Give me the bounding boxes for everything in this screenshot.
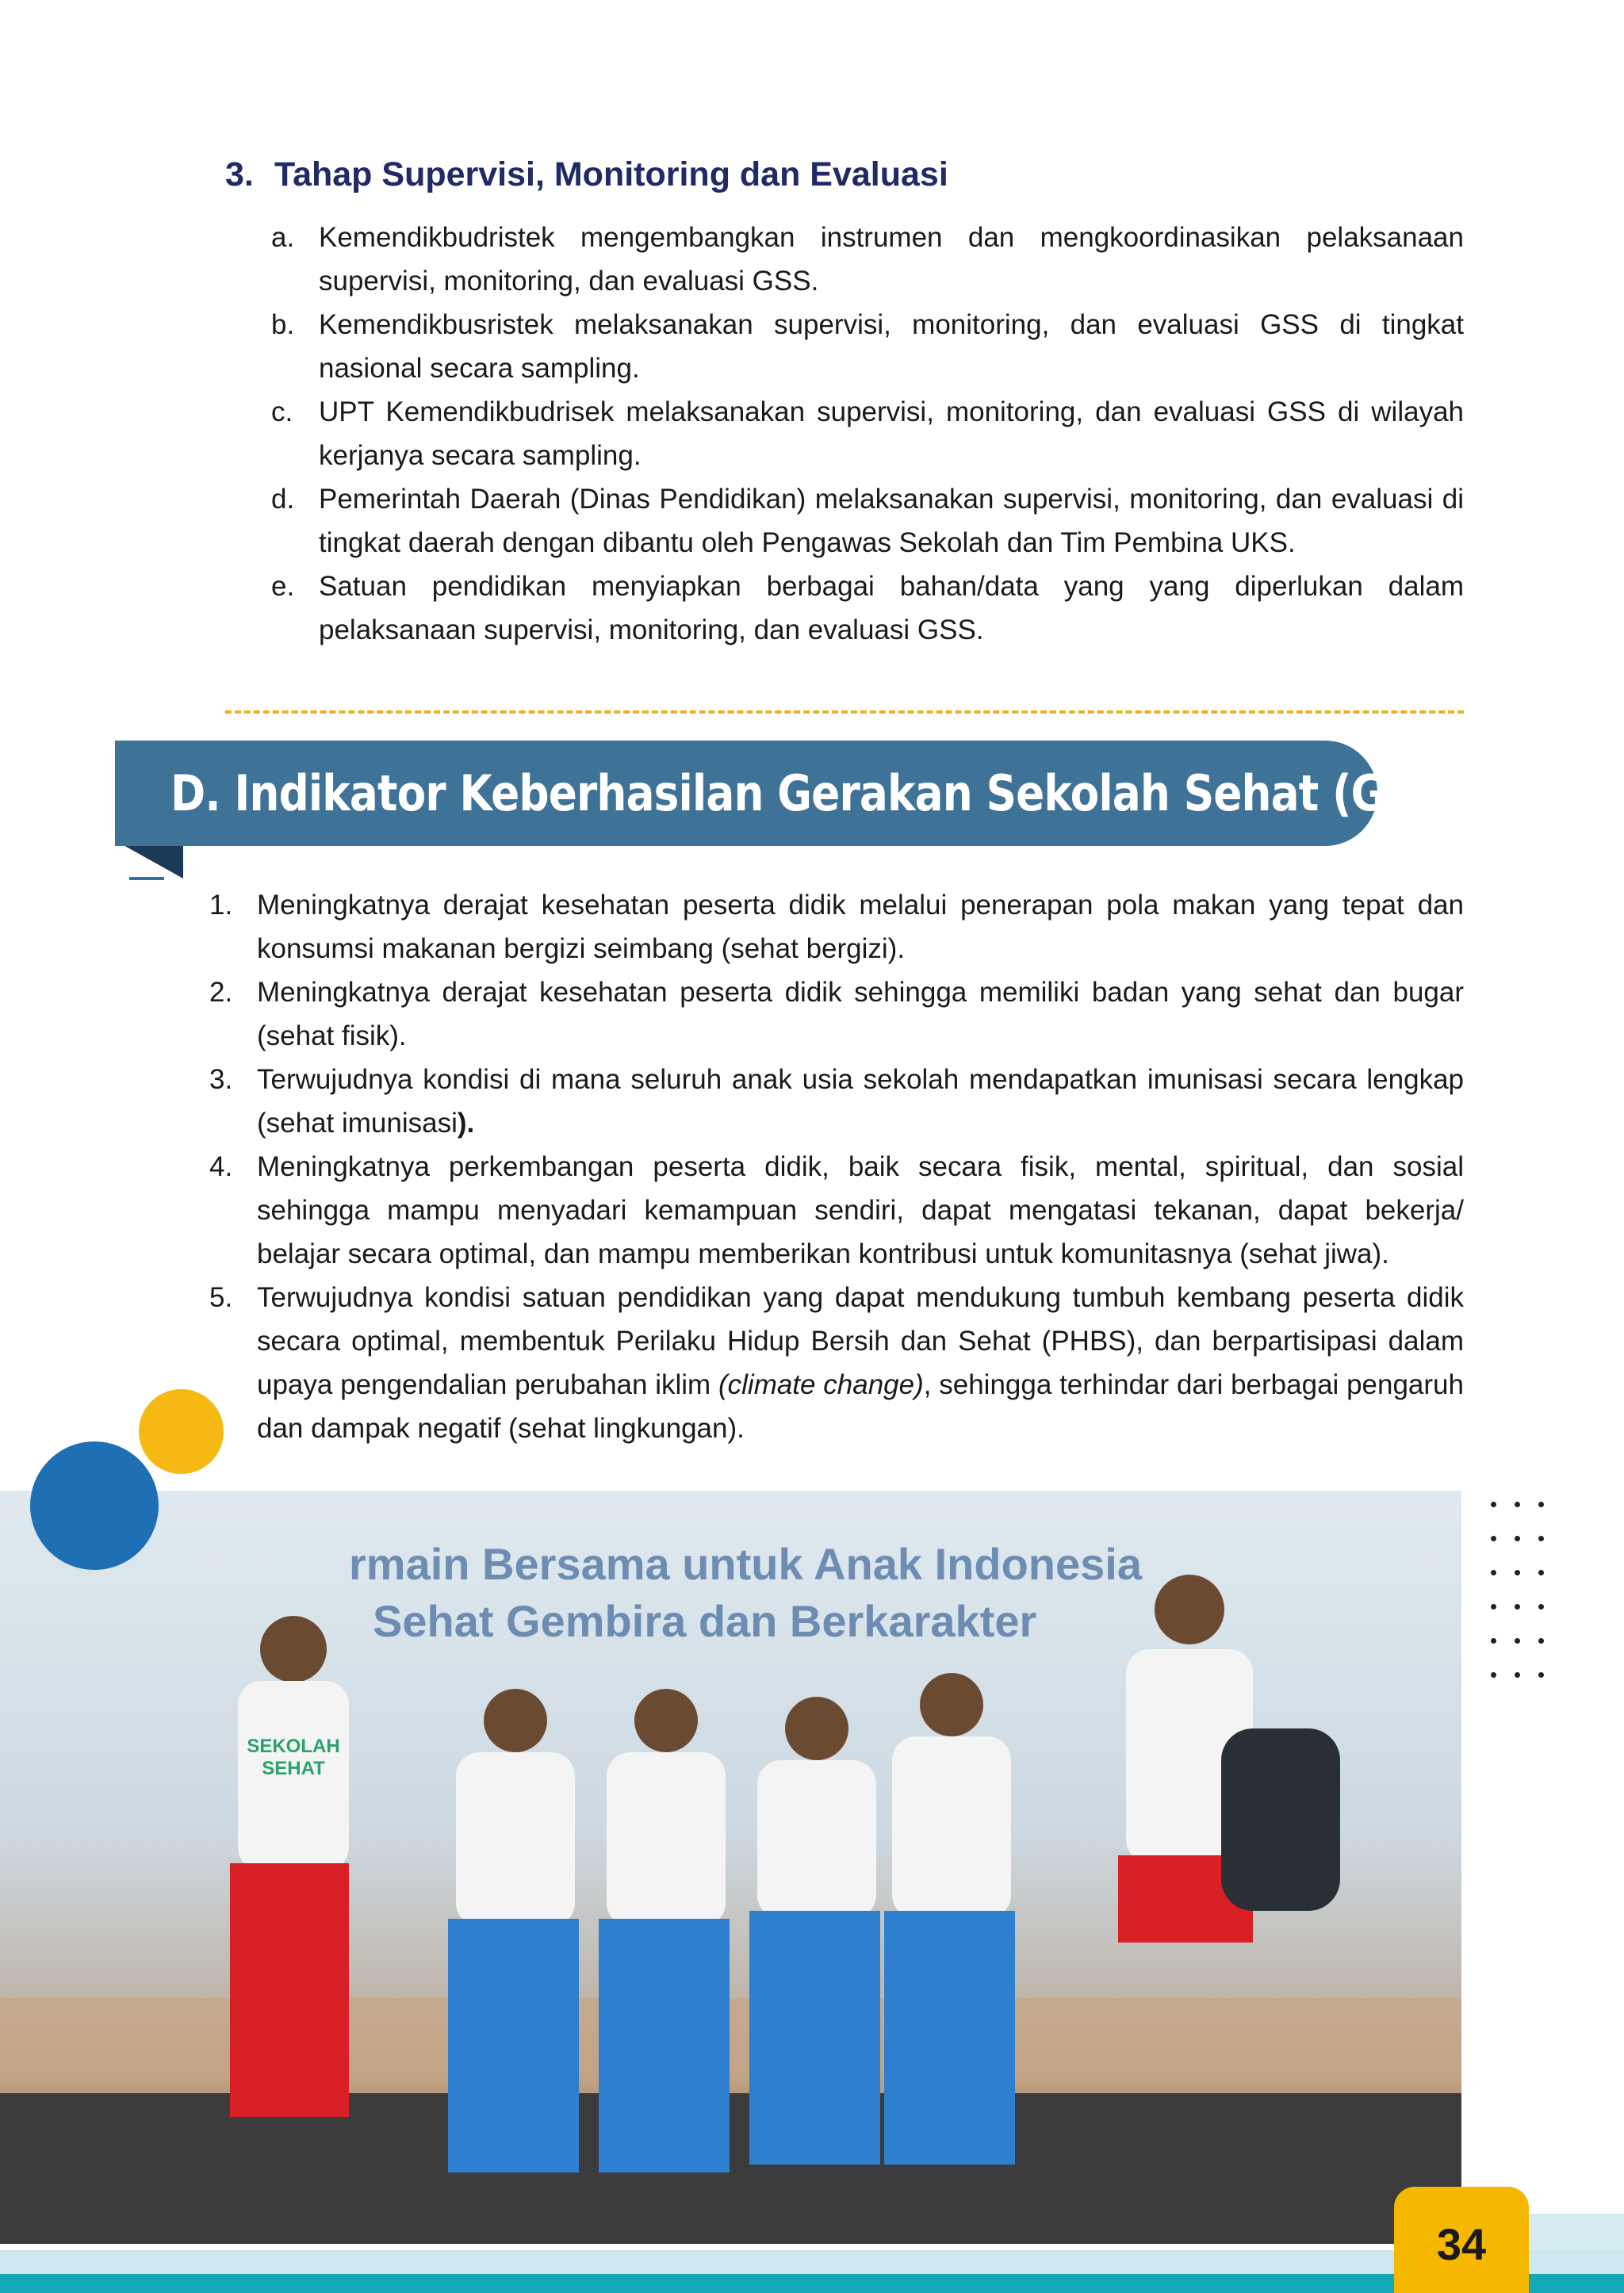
list-item-text-italic: (climate change) [718, 1369, 924, 1400]
list-item-text: Satuan pendidikan menyiapkan berbagai bahan/data yang yang diperlukan dalam pelaksanaan supervisi, monitoring, dan evaluasi GSS. [319, 571, 1464, 645]
list-item-text: Kemendikbudristek mengembangkan instrumen dan mengkoordinasikan pelaksanaan supervisi, monitoring, dan evaluasi GSS. [319, 222, 1464, 297]
section-d-title: D. Indikator Keberhasilan Gerakan Sekolah Sehat (GSS) [170, 764, 1461, 822]
list-item [271, 390, 1464, 477]
list-item [271, 303, 1464, 390]
list-marker: b. [271, 309, 295, 340]
list-marker: 4. [209, 1151, 233, 1182]
section-3-number: 3. [225, 155, 254, 193]
section-3-title: Tahap Supervisi, Monitoring dan Evaluasi [274, 155, 948, 193]
list-marker: 2. [209, 977, 233, 1008]
photo-banner-text-1: rmain Bersama untuk Anak Indonesia [349, 1539, 1142, 1589]
list-marker: a. [271, 222, 295, 253]
blue-circle-decoration [30, 1441, 159, 1570]
page-number-badge [1394, 2187, 1529, 2293]
list-item [271, 565, 1464, 652]
footer-band-teal [0, 2274, 1624, 2293]
list-item-text: Terwujudnya kondisi di mana seluruh anak usia sekolah mendapatkan imunisasi secara lengkap (sehat imunisasi [257, 1064, 1464, 1139]
list-marker: 1. [209, 890, 233, 921]
list-item [271, 216, 1464, 303]
list-item-text: Meningkatnya derajat kesehatan peserta didik melalui penerapan pola makan yang tepat dan konsumsi makanan bergizi seimbang (sehat bergizi). [257, 890, 1464, 964]
svg-text:SEHAT: SEHAT [262, 1758, 325, 1779]
list-item-text: UPT Kemendikbudrisek melaksanakan supervisi, monitoring, dan evaluasi GSS di wilayah kerjanya secara sampling. [319, 396, 1464, 471]
list-item-text: Meningkatnya perkembangan peserta didik, baik secara fisik, mental, spiritual, dan sosial sehingga mampu menyadari kemampuan sendiri, dapat mengatasi tekanan, dapat bekerja/ belajar secara optimal, dan mampu memberikan kontribusi untuk komunitasnya (sehat jiwa). [257, 1151, 1464, 1269]
list-item-text-bold: ). [457, 1108, 475, 1139]
footer-band-light [0, 2250, 1624, 2274]
list-marker: c. [271, 396, 293, 427]
dashed-divider [225, 710, 1464, 714]
dot-grid-decoration [1491, 1502, 1549, 1683]
list-item-text: Meningkatnya derajat kesehatan peserta didik sehingga memiliki badan yang sehat dan bugar (sehat fisik). [257, 977, 1464, 1051]
students-photo [0, 1491, 1461, 2244]
list-marker: 3. [209, 1064, 233, 1095]
list-item [209, 1276, 1464, 1450]
list-item-text: Kemendikbusristek melaksanakan supervisi, monitoring, dan evaluasi GSS di tingkat nasional secara sampling. [319, 309, 1464, 384]
list-item [209, 883, 1464, 970]
list-item [209, 1058, 1464, 1145]
list-item-text: Pemerintah Daerah (Dinas Pendidikan) melaksanakan supervisi, monitoring, dan evaluasi di tingkat daerah dengan dibantu oleh Pengawas Sekolah dan Tim Pembina UKS. [319, 484, 1464, 558]
list-marker: d. [271, 484, 295, 515]
section-d-banner [115, 741, 1461, 846]
list-marker: 5. [209, 1282, 233, 1313]
yellow-circle-decoration [139, 1389, 224, 1474]
section-d-list [209, 883, 1464, 1450]
banner-accent-line [129, 877, 164, 880]
page-number: 34 [1436, 2219, 1487, 2269]
students-illustration [0, 1491, 1461, 2244]
list-marker: e. [271, 571, 295, 602]
list-item-text: Terwujudnya kondisi satuan pendidikan yang dapat mendukung tumbuh kembang peserta didik secara optimal, membentuk Perilaku Hidup Bersih dan Sehat (PHBS), dan berpartisipasi dalam upaya pengendalian perubahan iklim [257, 1282, 1464, 1400]
banner-fold [115, 840, 183, 879]
list-item-text: , sehingga terhindar dari berbagai pengaruh dan dampak negatif (sehat lingkungan). [257, 1369, 1464, 1444]
list-item [209, 970, 1464, 1058]
list-item [209, 1145, 1464, 1276]
shirt-text: SEKOLAH [247, 1736, 340, 1757]
section-3-heading [225, 155, 948, 194]
photo-banner-text-2: Sehat Gembira dan Berkarakter [373, 1596, 1037, 1646]
section-3-list [271, 216, 1464, 652]
list-item [271, 477, 1464, 565]
